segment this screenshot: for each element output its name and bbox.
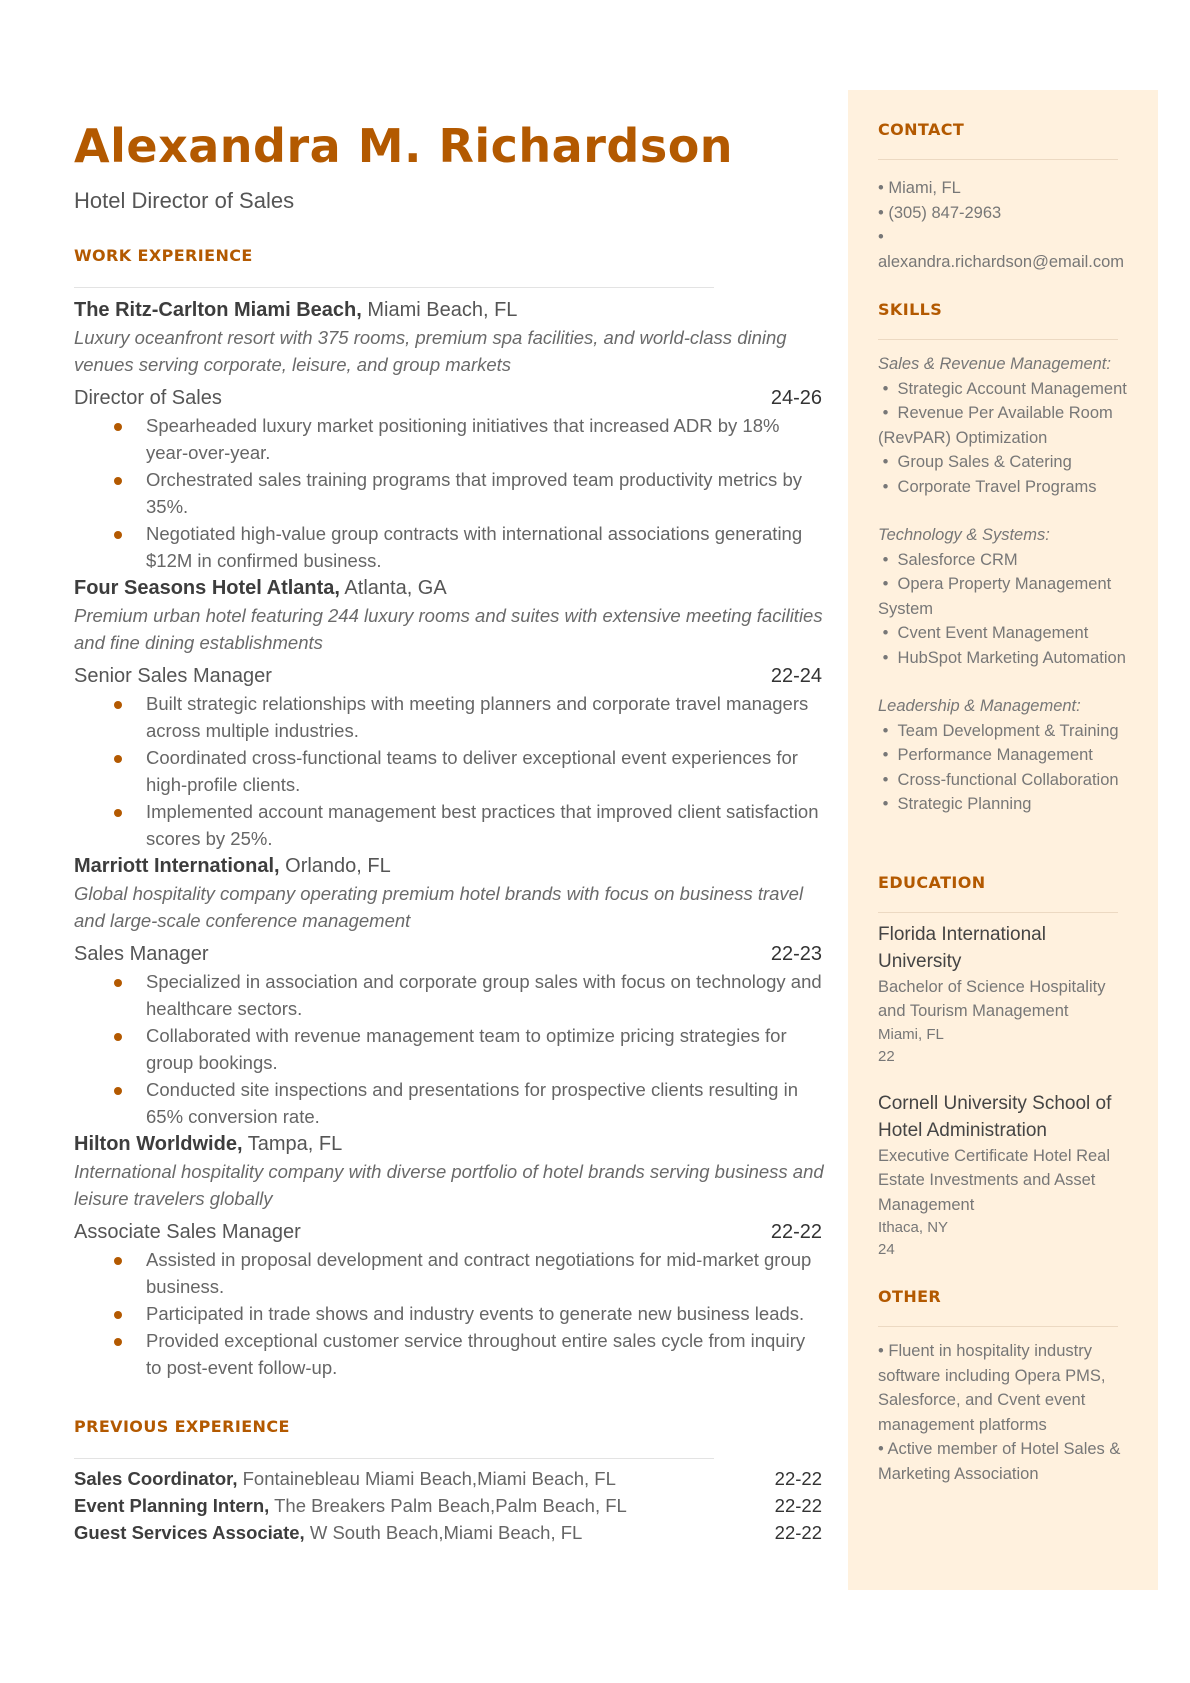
skill-item: • Corporate Travel Programs [878,477,1097,496]
previous-role: Guest Services Associate, [74,1522,305,1543]
skill-text: Revenue Per Available Room (RevPAR) Optimization [878,404,1113,447]
job-role-row [74,662,824,690]
job-bullets [74,1246,824,1381]
work-experience-heading: WORK EXPERIENCE [74,246,253,265]
skill-text: Opera Property Management System [878,575,1112,618]
skill-group [878,352,1133,499]
bullet-dot-icon [114,979,122,987]
job-date: 22-24 [770,665,822,687]
skill-text: Strategic Account Management [897,379,1127,398]
bullet-dot-icon [114,1311,122,1319]
bullet-dot-icon [114,1087,122,1095]
list-item [74,1246,824,1300]
list-item [74,744,824,798]
job-role: Director of Sales [74,387,222,409]
other-item: • Fluent in hospitality industry software including Opera PMS, Salesforce, and Cvent event management platforms [878,1342,1106,1434]
section-divider [878,159,1118,160]
list-item [74,466,824,520]
job-location: Orlando, FL [285,855,391,877]
previous-date: 22-22 [774,1495,822,1516]
skill-text: Group Sales & Catering [897,453,1072,471]
skill-text: Cross-functional Collaboration [897,770,1119,789]
other-heading: OTHER [878,1287,942,1306]
bullet-dot-icon [114,423,122,431]
bullet-text: Orchestrated sales training programs that improved team productivity metrics by 35%. [146,469,802,517]
job-company: Hilton Worldwide, [74,1133,243,1155]
skill-text: Performance Management [897,746,1093,764]
skill-item: • Revenue Per Available Room (RevPAR) Optimization [878,404,1113,447]
job-date: 22-23 [770,943,822,965]
bullet-dot-icon [114,755,122,763]
job-heading [74,1130,824,1158]
job-company: The Ritz-Carlton Miami Beach, [74,299,362,321]
job-heading [74,852,824,880]
bullet-text: Coordinated cross-functional teams to deliver exceptional event experiences for high-profile clients. [146,747,798,795]
skill-category: Technology & Systems: [878,526,1050,544]
skill-item: • HubSpot Marketing Automation [878,648,1126,667]
list-item [74,968,824,1022]
main-column [74,118,824,1546]
job-entry [74,296,824,574]
skill-item: • Opera Property Management System [878,575,1112,618]
sidebar [848,90,1158,1590]
previous-place: Fontainebleau Miami Beach,Miami Beach, FL [242,1468,616,1489]
skill-text: Strategic Planning [897,795,1032,813]
job-description: Global hospitality company operating premium hotel brands with focus on business travel and large-scale conference management [74,883,804,931]
edu-school: Cornell University School of Hotel Administration [878,1092,1112,1141]
job-bullets [74,412,824,574]
job-heading [74,296,824,324]
skills-heading: SKILLS [878,300,943,319]
list-item [74,1300,824,1327]
skill-text: Salesforce CRM [897,550,1018,569]
bullet-text: Spearheaded luxury market positioning initiatives that increased ADR by 18% year-over-year. [146,415,780,463]
skill-item: • Performance Management [878,746,1093,764]
bullet-dot-icon [114,1257,122,1265]
contact-email-row: • alexandra.richardson@email.com [878,228,1125,271]
list-item [74,1327,824,1381]
skill-item: • Group Sales & Catering [878,453,1072,471]
skill-category: Sales & Revenue Management: [878,355,1111,373]
edu-location: Ithaca, NY [878,1219,949,1236]
job-location: Atlanta, GA [344,577,447,599]
sidebar-content [878,90,1133,1486]
bullet-dot-icon [114,701,122,709]
job-role: Senior Sales Manager [74,665,272,687]
job-company: Four Seasons Hotel Atlanta, [74,577,340,599]
skill-category: Leadership & Management: [878,697,1081,715]
job-role: Sales Manager [74,943,209,965]
job-description: Luxury oceanfront resort with 375 rooms, premium spa facilities, and world-class dining venues serving corporate, leisure, and group markets [74,327,787,375]
bullet-text: Conducted site inspections and presentations for prospective clients resulting in 65% conversion rate. [146,1079,798,1127]
previous-place: W South Beach,Miami Beach, FL [309,1522,583,1543]
skill-text: Corporate Travel Programs [897,477,1097,496]
previous-place: The Breakers Palm Beach,Palm Beach, FL [274,1495,627,1516]
edu-degree: Bachelor of Science Hospitality and Tourism Management [878,977,1106,1020]
list-item [74,690,824,744]
job-heading [74,574,824,602]
contact-phone: (305) 847-2963 [888,203,1002,222]
job-role: Associate Sales Manager [74,1221,301,1243]
job-role-row [74,1218,824,1246]
candidate-title: Hotel Director of Sales [74,188,295,213]
previous-date: 22-22 [774,1468,822,1489]
bullet-text: Collaborated with revenue management team to optimize pricing strategies for group bookings. [146,1025,787,1073]
section-divider [878,339,1118,340]
edu-year: 22 [878,1047,895,1065]
section-divider [74,287,714,288]
bullet-text: Assisted in proposal development and contract negotiations for mid-market group business. [146,1249,812,1297]
list-item [74,520,824,574]
previous-date: 22-22 [774,1522,822,1543]
bullet-text: Specialized in association and corporate group sales with focus on technology and healthcare sectors. [146,971,822,1019]
list-item [74,798,824,852]
list-item [74,1076,824,1130]
skill-text: Team Development & Training [897,721,1119,740]
education-entry [878,921,1133,1068]
section-divider [878,1326,1118,1327]
bullet-dot-icon [114,531,122,539]
previous-item [74,1492,824,1519]
bullet-text: Participated in trade shows and industry events to generate new business leads. [146,1303,805,1324]
bullet-dot-icon [114,1033,122,1041]
section-divider [878,912,1118,913]
bullet-text: Built strategic relationships with meeting planners and corporate travel managers across multiple industries. [146,693,809,741]
skill-item: • Cross-functional Collaboration [878,770,1119,789]
bullet-dot-icon [114,809,122,817]
previous-role: Event Planning Intern, [74,1495,270,1516]
other-text: Fluent in hospitality industry software including Opera PMS, Salesforce, and Cvent event management platforms [878,1342,1106,1434]
skill-item: • Strategic Planning [878,795,1032,813]
contact-heading: CONTACT [878,120,965,139]
previous-item [74,1519,824,1546]
bullet-text: Negotiated high-value group contracts with international associations generating $12M in confirmed business. [146,523,803,571]
list-item [74,412,824,466]
edu-location: Miami, FL [878,1025,944,1043]
skill-item: • Cvent Event Management [878,624,1089,642]
previous-item [74,1465,824,1492]
edu-year: 24 [878,1241,895,1258]
job-bullets [74,968,824,1130]
previous-role: Sales Coordinator, [74,1468,238,1489]
skill-group [878,694,1133,817]
job-date: 24-26 [770,387,822,409]
job-company: Marriott International, [74,855,280,877]
education-entry [878,1090,1133,1262]
bullet-dot-icon [114,1338,122,1346]
job-role-row [74,384,824,412]
contact-phone-row: • (305) 847-2963 [878,203,1002,222]
job-description: International hospitality company with diverse portfolio of hotel brands serving business and leisure travelers globally [74,1161,824,1209]
skill-group [878,523,1133,670]
job-location: Miami Beach, FL [367,299,518,321]
job-entry [74,852,824,1130]
skill-item: • Strategic Account Management [878,379,1127,398]
contact-email: alexandra.richardson@email.com [878,252,1125,271]
skill-item: • Salesforce CRM [878,550,1018,569]
skill-text: HubSpot Marketing Automation [897,648,1126,667]
education-heading: EDUCATION [878,872,986,892]
job-date: 22-22 [770,1221,822,1243]
bullet-text: Implemented account management best practices that improved client satisfaction scores by 25%. [146,801,819,849]
previous-experience-heading: PREVIOUS EXPERIENCE [74,1417,290,1436]
skill-text: Cvent Event Management [897,624,1089,642]
job-entry [74,1130,824,1381]
edu-degree: Executive Certificate Hotel Real Estate Investments and Asset Management [878,1146,1111,1214]
section-divider [74,1458,714,1459]
job-bullets [74,690,824,852]
bullet-dot-icon [114,477,122,485]
skill-item: • Team Development & Training [878,721,1119,740]
job-location: Tampa, FL [247,1133,343,1155]
contact-location: Miami, FL [888,179,961,197]
job-description: Premium urban hotel featuring 244 luxury rooms and suites with extensive meeting facilities and fine dining establishments [74,605,823,653]
list-item [74,1022,824,1076]
edu-school: Florida International University [878,923,1046,972]
contact-location-row: • Miami, FL [878,179,961,197]
candidate-name: Alexandra M. Richardson [74,119,734,173]
job-role-row [74,940,824,968]
other-item: • Active member of Hotel Sales & Marketing Association [878,1440,1121,1483]
bullet-text: Provided exceptional customer service throughout entire sales cycle from inquiry to post-event follow-up. [146,1330,806,1378]
job-entry [74,574,824,852]
other-text: Active member of Hotel Sales & Marketing Association [878,1440,1121,1483]
